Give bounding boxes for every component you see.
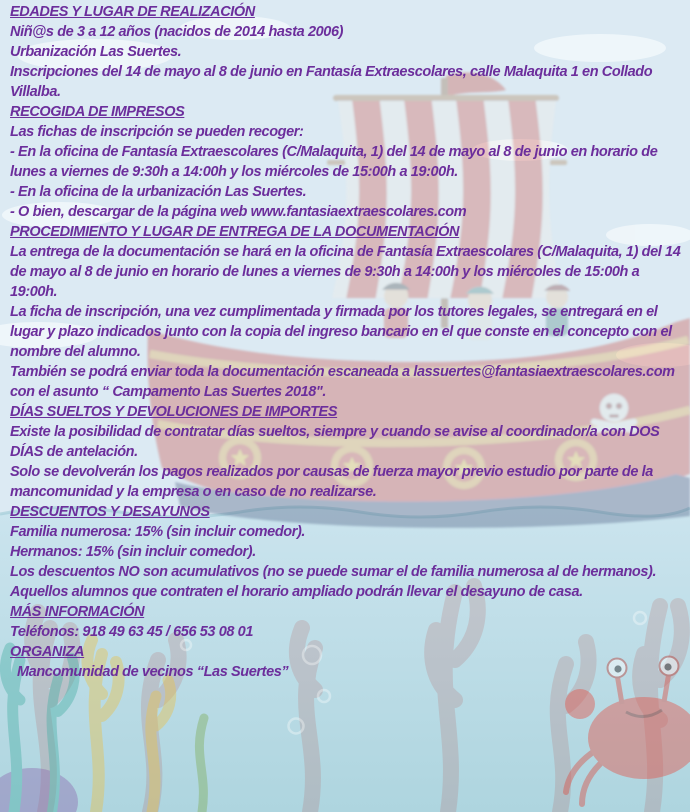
email-paragraph: También se podrá enviar toda la documentación escaneada a lassuertes@fantasiaextraescolares.com con el asunto “ Campamento Las Suertes 2018". <box>10 364 675 400</box>
location-line: Urbanización Las Suertes. <box>10 44 182 60</box>
list-item-office: - En la oficina de Fantasía Extraescolares (C/Malaquita, 1) del 14 de mayo al 8 de junio en horario de lunes a viernes de 9:30h a 14:00h y los miércoles de 15:00h a 19:00h. <box>10 144 658 180</box>
discount-hermanos: Hermanos: 15% (sin incluir comedor). <box>10 544 256 560</box>
section-recogida-impresos <box>10 102 687 222</box>
section-mas-informacion <box>10 602 687 642</box>
body-paragraph: Las fichas de inscripción se pueden recoger: <box>10 124 304 140</box>
body-paragraph: Existe la posibilidad de contratar días sueltos, siempre y cuando se avise al coordinador/a con DOS DÍAS de antelación. <box>10 424 660 460</box>
inscription-line: Inscripciones del 14 de mayo al 8 de junio en Fantasía Extraescolares, calle Malaquita 1 en Collado Villalba. <box>10 64 653 100</box>
body-paragraph: Solo se devolverán los pagos realizados por causas de fuerza mayor previo estudio por parte de la mancomunidad y la empresa o en caso de no realizarse. <box>10 464 653 500</box>
phones-line: Teléfonos: 918 49 63 45 / 656 53 08 01 <box>10 624 254 640</box>
section-heading-recogida-impresos: RECOGIDA DE IMPRESOS <box>10 104 185 120</box>
section-dias-sueltos-devoluciones <box>10 402 687 502</box>
ages-line: Niñ@s de 3 a 12 años (nacidos de 2014 hasta 2006) <box>10 24 344 40</box>
section-heading-descuentos-desayunos: DESCUENTOS Y DESAYUNOS <box>10 504 210 520</box>
section-heading-organiza: ORGANIZA <box>10 644 85 660</box>
section-descuentos-desayunos <box>10 502 687 602</box>
body-paragraph: Los descuentos NO son acumulativos (no se puede sumar el de familia numerosa al de hermanos). <box>10 564 657 580</box>
green-coral <box>199 718 204 812</box>
crab-claw <box>565 689 595 719</box>
section-heading-edades-y-lugar: EDADES Y LUGAR DE REALIZACIÓN <box>10 4 255 20</box>
section-procedimiento-entrega <box>10 222 687 402</box>
discount-familia-numerosa: Familia numerosa: 15% (sin incluir comedor). <box>10 524 306 540</box>
flyer-content <box>10 2 687 682</box>
section-edades-y-lugar <box>10 2 687 102</box>
section-heading-mas-informacion: MÁS INFORMACIÓN <box>10 604 145 620</box>
list-item-urbanizacion: - En la oficina de la urbanización Las Suertes. <box>10 184 307 200</box>
body-paragraph: Aquellos alumnos que contraten el horario ampliado podrán llevar el desayuno de casa. <box>10 584 583 600</box>
section-heading-dias-sueltos-devoluciones: DÍAS SUELTOS Y DEVOLUCIONES DE IMPORTES <box>10 404 338 420</box>
section-organiza <box>10 642 687 682</box>
body-paragraph: La ficha de inscripción, una vez cumplimentada y firmada por los tutores legales, se entregará en el lugar y plazo indicados junto con la copia del ingreso bancario en el que conste en el concepto con el nombre del alumno. <box>10 304 672 360</box>
body-paragraph: La entrega de la documentación se hará en la oficina de Fantasía Extraescolares (C/Malaquita, 1) del 14 de mayo al 8 de junio en horario de lunes a viernes de 9:30h a 14:00h y los miércoles de 15:00h a 19:00h. <box>10 244 681 300</box>
section-heading-procedimiento-entrega: PROCEDIMIENTO Y LUGAR DE ENTREGA DE LA DOCUMENTACIÓN <box>10 224 460 240</box>
list-item-website: - O bien, descargar de la página web www.fantasiaextraescolares.com <box>10 204 467 220</box>
organizer-line: Mancomunidad de vecinos “Las Suertes” <box>17 664 289 680</box>
